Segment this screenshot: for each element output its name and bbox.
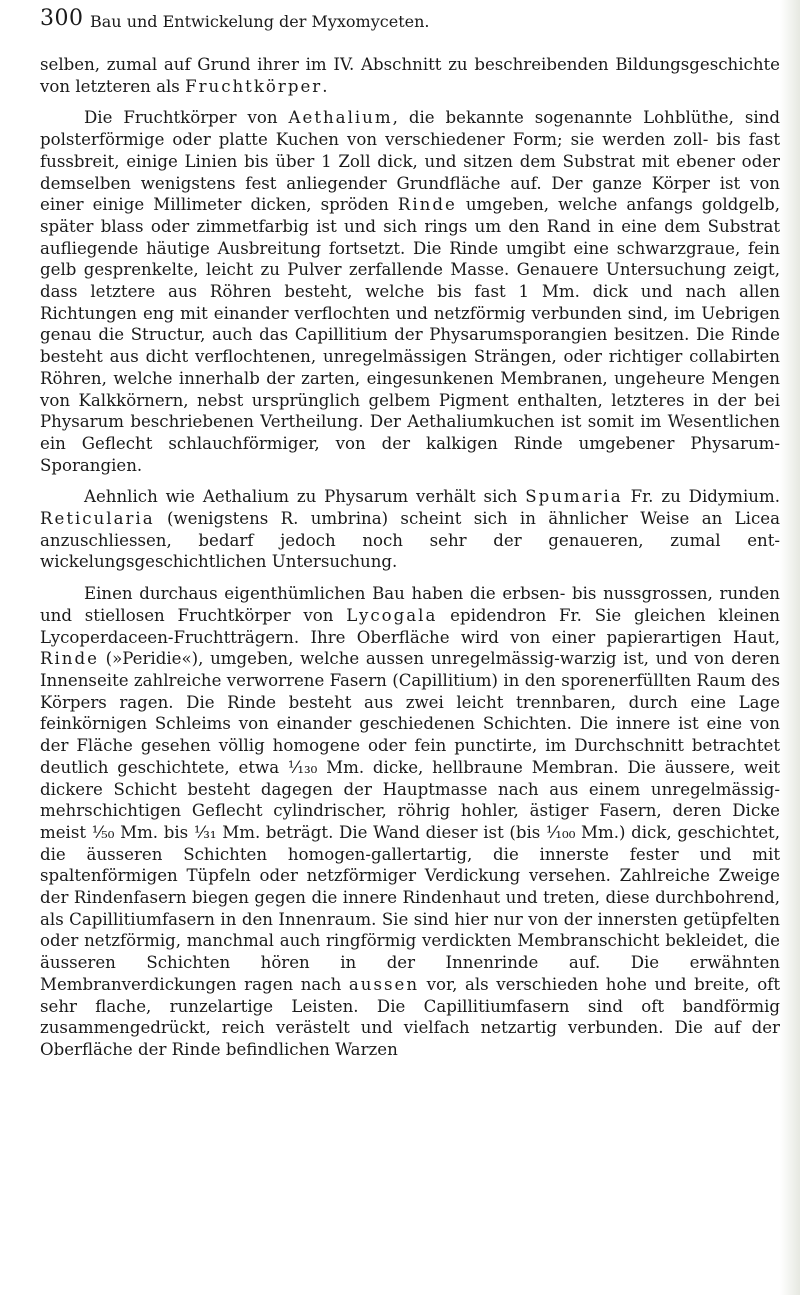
body-text [40, 54, 780, 1061]
page-number: 300 [40, 6, 84, 31]
spaced-term: Spumaria [525, 487, 623, 507]
spaced-term: Reticularia [40, 509, 155, 529]
spaced-term: aussen [348, 974, 420, 994]
spaced-term: Aethalium [288, 108, 393, 128]
paragraph-continuation [40, 54, 780, 97]
text-run: Die Fruchtkörper von [84, 108, 289, 128]
spaced-term: Rinde [40, 649, 99, 669]
text-run: . [322, 76, 328, 96]
text-run: (wenigstens R. umbrina) scheint sich in ähnlicher Weise an Licea anzuschliessen, bedarf jedoch noch sehr der genaueren, zumal entwickelungsgeschichtlichen Untersuchung. [40, 509, 780, 572]
text-run: Fr. zu Didymium. [622, 487, 780, 507]
text-run: (»Peridie«), umgeben, welche aussen unregelmässig-warzig ist, und von deren Innenseite zahlreiche verworrene Fasern (Capillitium) in den sporenerfüllten Raum des Körpers ragen. Die Rinde besteht aus zwei leicht trennbaren, durch eine Lage feinkörnigen Schleims von einander geschiedenen Schichten. Die innere ist eine von der Fläche gesehen völlig homogene oder fein punctirte, im Durchschnitt betrachtet deutlich geschichtete, etwa ¹⁄₁₃₀ Mm. dicke, hellbraune Membran. Die äussere, weit dickere Schicht besteht dagegen der Hauptmasse nach aus einem unregelmässig-mehrschichtigen Geflecht cylindrischer, röhrig hohler, ästiger Fasern, deren Dicke meist ¹⁄₅₀ Mm. bis ¹⁄₃₁ Mm. beträgt. Die Wand dieser ist (bis ¹⁄₁₀₀ Mm.) dick, geschichtet, die äusseren Schichten homogen-gallertartig, die innerste fester und mit spaltenförmigen Tüpfeln oder netzförmiger Verdickung versehen. Zahlreiche Zweige der Rindenfasern biegen gegen die innere Rindenhaut und treten, diese durchbohrend, als Capillitiumfasern in den Innenraum. Sie sind hier nur von der innersten getüpfelten oder netzförmig, manchmal auch ringförmig verdickten Membranschicht bekleidet, die äusseren Schichten hören in der Innenrinde auf. Die erwähnten Membranverdickungen ragen nach [40, 649, 780, 994]
text-run: epidendron Fr. Sie gleichen kleinen Lycoperdaceen-Fruchtträgern. Ihre Oberfläche wird von einer papierartigen Haut, [40, 605, 780, 647]
text-run: Aehnlich wie Aethalium zu Physarum verhält sich [84, 487, 526, 507]
text-run: selben, zumal auf Grund ihrer im IV. Abschnitt zu beschreibenden Bildungsgeschichte von letzteren als [40, 55, 780, 96]
book-page [40, 0, 780, 1295]
text-run: Einen durchaus eigenthümlichen Bau haben die erbsen- bis nussgrossen, runden und stiellosen Fruchtkörper von [40, 584, 780, 625]
text-run: , die bekannte sogenannte Lohblüthe, sind polsterförmige oder platte Kuchen von verschiedener Form; sie werden zoll- bis fast fussbreit, einige Linien bis über 1 Zoll dick, und sitzen dem Substrat mit ebener oder demselben wenigstens fest anliegender Grundfläche auf. Der ganze Körper ist von einer einige Millimeter dicken, spröden [40, 108, 780, 215]
page-edge-shadow [780, 0, 800, 1295]
paragraph-spumaria [40, 486, 780, 573]
text-run: vor, als verschieden hohe und breite, oft sehr flache, runzelartige Leisten. Die Capillitiumfasern sind oft bandförmig zusammengedrückt, reich verästelt und vielfach netzartig verbunden. Die auf der Oberfläche der Rinde befindlichen Warzen [40, 974, 780, 1059]
running-head [40, 4, 775, 38]
running-title: Bau und Entwickelung der Myxomyceten. [90, 12, 430, 31]
spaced-term: Fruchtkörper [185, 76, 323, 96]
paragraph-aethalium [40, 107, 780, 476]
text-run: umgeben, welche anfangs goldgelb, später blass oder zimmetfarbig ist und sich rings um den Rand in eine dem Substrat aufliegende häutige Ausbreitung fortsetzt. Die Rinde umgibt eine schwarzgraue, fein gelb gesprenkelte, leicht zu Pulver zerfallende Masse. Genauere Untersuchung zeigt, dass letztere aus Röhren besteht, welche bis fast 1 Mm. dick und nach allen Richtungen eng mit einander verflochten und netzförmig verbunden sind, im Uebrigen genau die Structur, auch das Capillitium der Physarumsporangien besitzen. Die Rinde besteht aus dicht verflochtenen, unregelmässigen Strängen, oder richtiger collabirten Röhren, welche innerhalb der zarten, eingesunkenen Membranen, ungeheure Mengen von Kalkkörnern, nebst ursprünglich gelbem Pigment enthalten, letzteres in der bei Physarum beschriebenen Vertheilung. Der Aethaliumkuchen ist somit im Wesentlichen ein Geflecht schlauchförmiger, von der kalkigen Rinde umgebener Physarum-Sporangien. [40, 195, 780, 475]
spaced-term: Lycogala [346, 605, 438, 625]
paragraph-lycogala [40, 583, 780, 1060]
spaced-term: Rinde [397, 195, 457, 215]
